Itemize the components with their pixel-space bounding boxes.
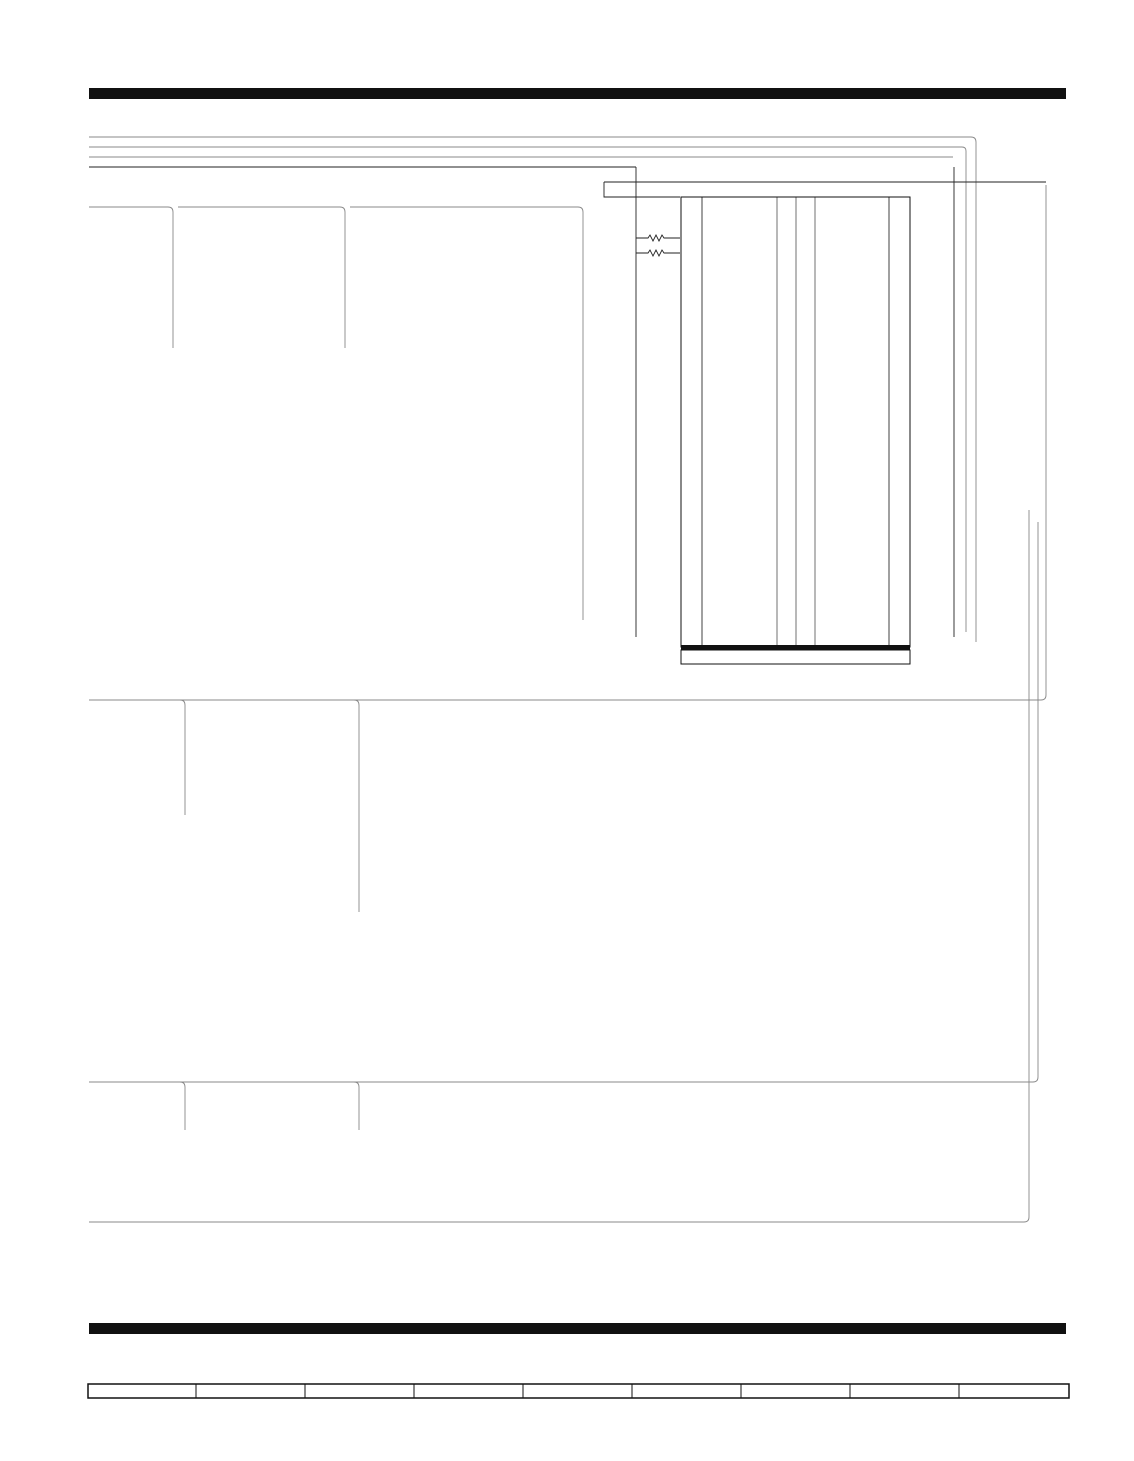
title-block xyxy=(88,1384,1069,1398)
addr-bracket-3 xyxy=(350,207,583,620)
ctrl-bracket-2 xyxy=(354,1082,359,1130)
addr-bracket-2 xyxy=(178,207,345,348)
resistor-r9357 xyxy=(636,250,680,256)
header-rule xyxy=(89,88,1066,99)
footer-rule xyxy=(89,1323,1066,1334)
data-bracket-2 xyxy=(354,700,359,912)
pc-card-connector xyxy=(681,197,910,664)
addr-bracket-1 xyxy=(89,207,173,348)
bus-return-lines xyxy=(89,137,1046,1222)
data-bracket-1 xyxy=(180,700,185,815)
resistor-r9356 xyxy=(636,235,680,241)
ctrl-bracket-1 xyxy=(180,1082,185,1130)
